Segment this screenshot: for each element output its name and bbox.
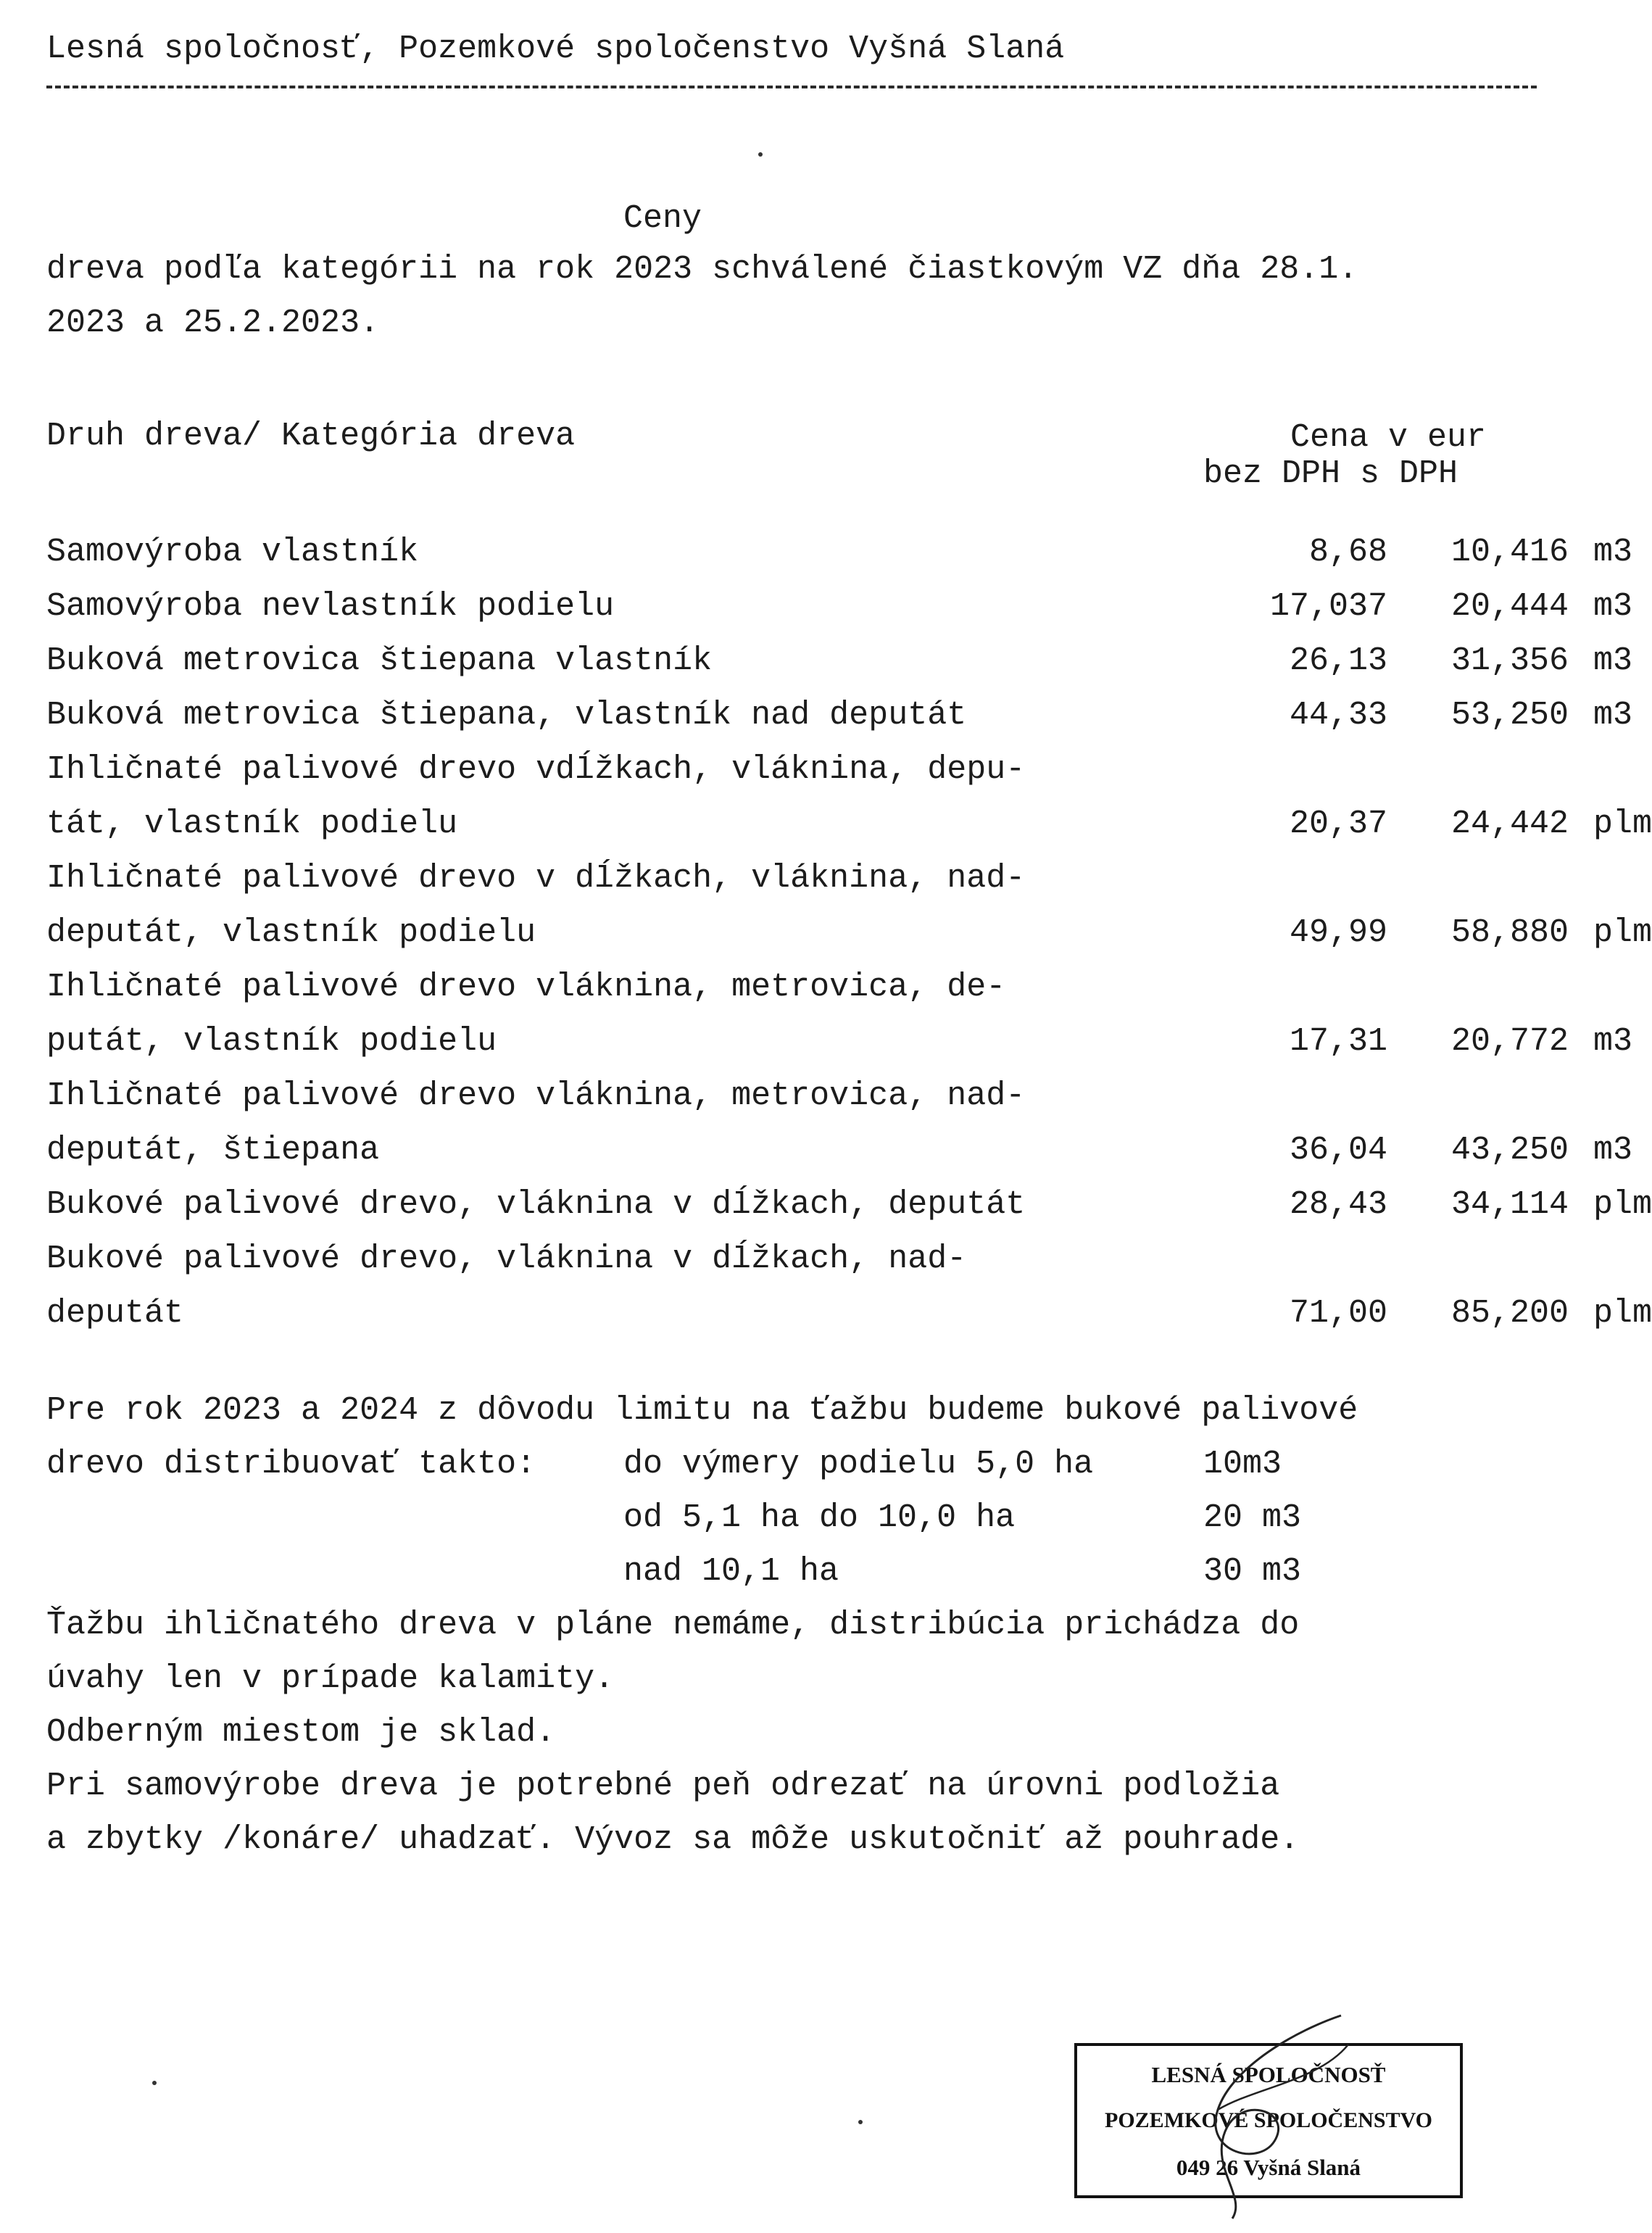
price-with-vat: 20,444: [1450, 588, 1569, 625]
signature-icon: [1131, 2001, 1392, 2233]
unit: m3: [1593, 534, 1633, 571]
dashed-divider: [46, 86, 1537, 88]
price-without-vat: 17,037: [1269, 588, 1387, 625]
unit: m3: [1593, 1132, 1633, 1169]
row-label: Bukové palivové drevo, vláknina v dĺžkach, deputát: [46, 1186, 1026, 1223]
allocation-condition: od 5,1 ha do 10,0 ha: [623, 1499, 1016, 1536]
allocation-amount: 20 m3: [1203, 1499, 1302, 1536]
price-with-vat: 24,442: [1450, 805, 1569, 842]
allocation-amount: 30 m3: [1203, 1553, 1302, 1590]
price-table: [46, 525, 1652, 1341]
stray-mark: [758, 152, 763, 157]
price-with-vat: 20,772: [1450, 1023, 1569, 1060]
price-without-vat: 71,00: [1289, 1295, 1387, 1332]
unit: plm: [1593, 914, 1652, 951]
note-line: Pre rok 2023 a 2024 z dôvodu limitu na ťažbu budeme bukové palivové: [46, 1392, 1358, 1429]
note-line: drevo distribuovať takto:: [46, 1446, 536, 1483]
table-row: [46, 1014, 1633, 1069]
row-label: Ihličnaté palivové drevo vláknina, metrovica, de-: [46, 969, 1006, 1006]
table-row: [46, 1069, 1627, 1123]
note-line: Odberným miestom je sklad.: [46, 1714, 556, 1751]
allocation-condition: do výmery podielu 5,0 ha: [623, 1446, 1094, 1483]
price-with-vat: 34,114: [1450, 1186, 1569, 1223]
row-label: Ihličnaté palivové drevo v dĺžkach, vláknina, nad-: [46, 860, 1026, 897]
price-with-vat: 43,250: [1450, 1132, 1569, 1169]
row-label: Ihličnaté palivové drevo vdĺžkach, vláknina, depu-: [46, 751, 1026, 788]
note-line: Ťažbu ihličnatého dreva v pláne nemáme, distribúcia prichádza do: [46, 1607, 1300, 1644]
price-with-vat: 31,356: [1450, 642, 1569, 679]
row-label: Samovýroba vlastník: [46, 534, 419, 571]
allocation-condition: nad 10,1 ha: [623, 1553, 839, 1590]
price-without-vat: 28,43: [1289, 1186, 1387, 1223]
row-label: deputát, štiepana: [46, 1132, 380, 1169]
price-without-vat: 8,68: [1308, 534, 1387, 571]
table-row: [46, 525, 1633, 579]
allocation-amount: 10m3: [1203, 1446, 1282, 1483]
price-with-vat: 10,416: [1450, 534, 1569, 571]
price-without-vat: 17,31: [1289, 1023, 1387, 1060]
unit: plm: [1593, 805, 1652, 842]
stray-mark: [152, 2081, 157, 2085]
document-header: Lesná spoločnosť, Pozemkové spoločenstvo Vyšná Slaná: [46, 30, 1065, 67]
row-label: Buková metrovica štiepana, vlastník nad deputát: [46, 697, 967, 734]
note-line: úvahy len v prípade kalamity.: [46, 1660, 615, 1697]
price-column-header: Cena v eur: [1290, 419, 1487, 456]
price-without-vat: 49,99: [1289, 914, 1387, 951]
price-with-vat: 53,250: [1450, 697, 1569, 734]
stray-mark: [858, 2120, 863, 2124]
table-row: [46, 688, 1633, 742]
price-subcolumns-header: bez DPH s DPH: [1203, 455, 1458, 492]
table-row: [46, 1232, 1627, 1286]
row-label: Buková metrovica štiepana vlastník: [46, 642, 713, 679]
stamp-line: POZEMKOVÉ SPOLOČENSTVO: [1105, 2108, 1432, 2132]
category-column-header: Druh dreva/ Kategória dreva: [46, 418, 576, 455]
row-label: deputát, vlastník podielu: [46, 914, 536, 951]
row-label: deputát: [46, 1295, 184, 1332]
table-row: [46, 960, 1627, 1014]
row-label: Bukové palivové drevo, vláknina v dĺžkach, nad-: [46, 1240, 967, 1277]
row-label: putát, vlastník podielu: [46, 1023, 497, 1060]
unit: plm: [1593, 1295, 1652, 1332]
unit: m3: [1593, 1023, 1633, 1060]
row-label: Samovýroba nevlastník podielu: [46, 588, 615, 625]
table-row: [46, 1177, 1652, 1232]
price-without-vat: 26,13: [1289, 642, 1387, 679]
table-row: [46, 1123, 1633, 1177]
intro-line-2: 2023 a 25.2.2023.: [46, 304, 380, 341]
unit: m3: [1593, 697, 1633, 734]
price-with-vat: 58,880: [1450, 914, 1569, 951]
table-row: [46, 851, 1627, 906]
row-label: Ihličnaté palivové drevo vláknina, metrovica, nad-: [46, 1077, 1026, 1114]
note-line: a zbytky /konáre/ uhadzať. Vývoz sa môže uskutočniť až pouhrade.: [46, 1821, 1300, 1858]
unit: m3: [1593, 588, 1633, 625]
note-line: Pri samovýrobe dreva je potrebné peň odrezať na úrovni podložia: [46, 1768, 1280, 1805]
row-label: tát, vlastník podielu: [46, 805, 458, 842]
unit: m3: [1593, 642, 1633, 679]
table-row: [46, 742, 1627, 797]
price-without-vat: 36,04: [1289, 1132, 1387, 1169]
price-without-vat: 20,37: [1289, 805, 1387, 842]
unit: plm: [1593, 1186, 1652, 1223]
price-with-vat: 85,200: [1450, 1295, 1569, 1332]
table-row: [46, 797, 1652, 851]
document-title: Ceny: [623, 200, 702, 237]
stamp-line: 049 26 Vyšná Slaná: [1176, 2155, 1361, 2180]
table-row: [46, 579, 1633, 634]
stamp-line: LESNÁ SPOLOČNOSŤ: [1151, 2062, 1386, 2087]
table-row: [46, 634, 1633, 688]
table-row: [46, 1286, 1652, 1341]
price-without-vat: 44,33: [1289, 697, 1387, 734]
table-row: [46, 906, 1652, 960]
intro-line-1: dreva podľa kategórii na rok 2023 schválené čiastkovým VZ dňa 28.1.: [46, 251, 1358, 288]
